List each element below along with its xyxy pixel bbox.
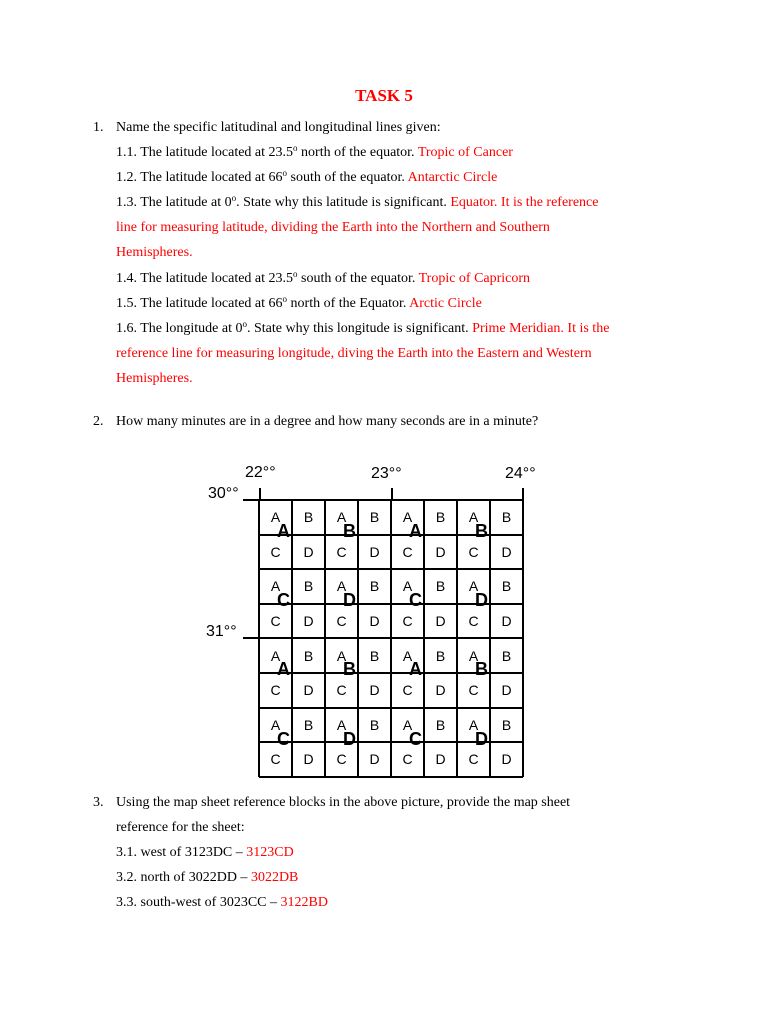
item-text: south of the equator.: [287, 170, 408, 185]
answer: Antarctic Circle: [407, 170, 498, 185]
answer-continuation: Hemispheres.: [116, 371, 193, 386]
item-prefix: 1.3. The latitude at 0: [116, 195, 232, 210]
q3-item: [116, 869, 298, 887]
grid-cell: B: [292, 638, 325, 673]
tick-mark: [243, 637, 259, 639]
grid-cell: D: [424, 604, 457, 639]
grid-cell: A: [457, 569, 490, 604]
grid-cell: C: [259, 604, 292, 639]
block-letter: D: [475, 590, 488, 611]
grid-cell: B: [292, 708, 325, 743]
grid-cell: D: [358, 673, 391, 708]
grid-cell: C: [391, 742, 424, 777]
grid-cell: D: [292, 742, 325, 777]
block-divider: [259, 637, 523, 639]
degree-mark: o: [231, 193, 237, 203]
item-text: . State why this latitude is significant.: [236, 195, 451, 210]
grid-cell: B: [358, 500, 391, 535]
task-title: TASK 5: [355, 86, 413, 105]
grid-cell: A: [391, 708, 424, 743]
grid-cell: C: [391, 673, 424, 708]
grid-cell: B: [358, 708, 391, 743]
grid-cell: B: [358, 638, 391, 673]
grid-cell: A: [325, 708, 358, 743]
grid-cell: C: [325, 535, 358, 570]
block-letter: C: [409, 590, 422, 611]
grid-cell: B: [490, 708, 523, 743]
grid-cell: C: [325, 604, 358, 639]
item-question: 3.1. west of 3123DC –: [116, 845, 247, 860]
grid-cell: A: [325, 638, 358, 673]
q1-item: [116, 320, 609, 338]
grid-cell: A: [259, 500, 292, 535]
grid-cell: D: [292, 535, 325, 570]
grid-cell: D: [490, 673, 523, 708]
grid-cell: C: [457, 673, 490, 708]
grid-cell: C: [391, 604, 424, 639]
block-divider: [259, 776, 523, 778]
item-prefix: 1.1. The latitude located at 23.5: [116, 145, 294, 160]
grid-cell: D: [490, 535, 523, 570]
degree-mark: o: [242, 319, 247, 329]
grid-cell: D: [490, 742, 523, 777]
block-letter: C: [277, 590, 290, 611]
grid-cell: A: [325, 500, 358, 535]
block-divider: [259, 707, 523, 709]
grid-cell: B: [490, 500, 523, 535]
grid-cell: A: [259, 638, 292, 673]
degree-mark: o: [293, 269, 298, 279]
answer: Equator. It is the reference: [450, 195, 599, 210]
grid-cell: B: [292, 500, 325, 535]
block-letter: A: [409, 521, 422, 541]
item-question: 3.2. north of 3022DD –: [116, 870, 251, 885]
answer: Prime Meridian. It is the: [472, 321, 610, 336]
q1-item: [116, 144, 513, 162]
block-divider: [456, 500, 458, 777]
item-text: north of the equator.: [297, 145, 418, 160]
grid-cell: C: [259, 673, 292, 708]
grid-cell: C: [325, 742, 358, 777]
grid-cell: B: [424, 569, 457, 604]
item-question: 3.3. south-west of 3023CC –: [116, 895, 281, 910]
degree-mark: o: [293, 143, 298, 153]
degree-mark: o: [282, 294, 288, 304]
grid-cell: D: [424, 742, 457, 777]
question-text: reference for the sheet:: [116, 820, 245, 835]
answer-continuation: reference line for measuring longitude, diving the Earth into the Eastern and Western: [116, 346, 592, 361]
q3-item: [116, 894, 328, 912]
latitude-label: 30°°: [208, 485, 239, 502]
item-text: . State why this longitude is significant.: [247, 321, 473, 336]
grid-cell: A: [457, 638, 490, 673]
grid-cell: A: [457, 708, 490, 743]
grid-cell: D: [292, 604, 325, 639]
grid-cell: C: [259, 535, 292, 570]
grid-cell: B: [424, 638, 457, 673]
block-letter: B: [343, 521, 356, 541]
item-prefix: 1.5. The latitude located at 66: [116, 296, 283, 311]
grid-cell: C: [325, 673, 358, 708]
grid-cell: C: [391, 535, 424, 570]
q1-item: [116, 194, 598, 212]
item-text: south of the equator.: [297, 271, 419, 286]
q1-item: [116, 270, 530, 288]
item-prefix: 1.6. The longitude at 0: [116, 321, 243, 336]
grid-cell: C: [457, 742, 490, 777]
q3-item: [116, 844, 294, 862]
item-prefix: 1.2. The latitude located at 66: [116, 170, 283, 185]
answer-continuation: Hemispheres.: [116, 245, 193, 260]
grid-cell: A: [259, 708, 292, 743]
grid-cell: D: [358, 604, 391, 639]
answer: 3122BD: [280, 895, 328, 910]
answer: 3022DB: [250, 870, 299, 885]
block-letter: D: [343, 728, 356, 749]
grid-cell: D: [424, 535, 457, 570]
answer: 3123CD: [246, 845, 294, 860]
grid-cell: A: [325, 569, 358, 604]
q1-item: [116, 295, 482, 313]
item-text: north of the Equator.: [287, 296, 410, 311]
answer: Tropic of Cancer: [417, 145, 513, 160]
block-letter: A: [409, 659, 422, 680]
block-letter: A: [277, 521, 290, 541]
reference-grid: [259, 500, 524, 777]
longitude-label: 23°°: [371, 465, 402, 482]
block-divider: [522, 500, 524, 777]
grid-cell: B: [490, 638, 523, 673]
grid-cell: C: [457, 535, 490, 570]
tick-mark: [243, 499, 259, 501]
grid-cell: C: [457, 604, 490, 639]
grid-cell: D: [358, 742, 391, 777]
block-letter: D: [343, 590, 356, 611]
answer-continuation: line for measuring latitude, dividing the Earth into the Northern and Southern: [116, 220, 550, 235]
block-letter: B: [475, 521, 488, 541]
grid-cell: D: [292, 673, 325, 708]
answer: Tropic of Capricorn: [418, 271, 531, 286]
item-prefix: 1.4. The latitude located at 23.5: [116, 271, 294, 286]
grid-cell: B: [424, 708, 457, 743]
block-letter: B: [475, 659, 488, 680]
question-text: Using the map sheet reference blocks in the above picture, provide the map sheet: [116, 795, 571, 810]
grid-cell: A: [457, 500, 490, 535]
grid-cell: B: [490, 569, 523, 604]
grid-cell: D: [358, 535, 391, 570]
grid-cell: A: [391, 569, 424, 604]
grid-cell: D: [490, 604, 523, 639]
degree-mark: o: [282, 168, 288, 178]
grid-cell: B: [424, 500, 457, 535]
answer: Arctic Circle: [409, 296, 482, 311]
longitude-label: 22°°: [245, 464, 276, 481]
grid-cell: B: [358, 569, 391, 604]
question-number: 3.: [93, 795, 104, 810]
question-number: 1.: [93, 120, 104, 135]
question-text: Name the specific latitudinal and longitudinal lines given:: [116, 120, 441, 135]
longitude-label: 24°°: [505, 465, 536, 482]
question-number: 2.: [93, 414, 104, 429]
q1-item: [116, 169, 497, 187]
question-text: How many minutes are in a degree and how many seconds are in a minute?: [116, 414, 539, 429]
block-letter: B: [343, 659, 356, 680]
grid-cell: B: [292, 569, 325, 604]
block-letter: C: [409, 728, 422, 749]
grid-cell: A: [259, 569, 292, 604]
block-letter: D: [475, 728, 488, 749]
grid-cell: A: [391, 500, 424, 535]
grid-cell: A: [391, 638, 424, 673]
grid-cell: C: [259, 742, 292, 777]
grid-cell: D: [424, 673, 457, 708]
block-letter: A: [277, 659, 290, 680]
block-letter: C: [277, 728, 290, 749]
latitude-label: 31°°: [206, 623, 237, 640]
